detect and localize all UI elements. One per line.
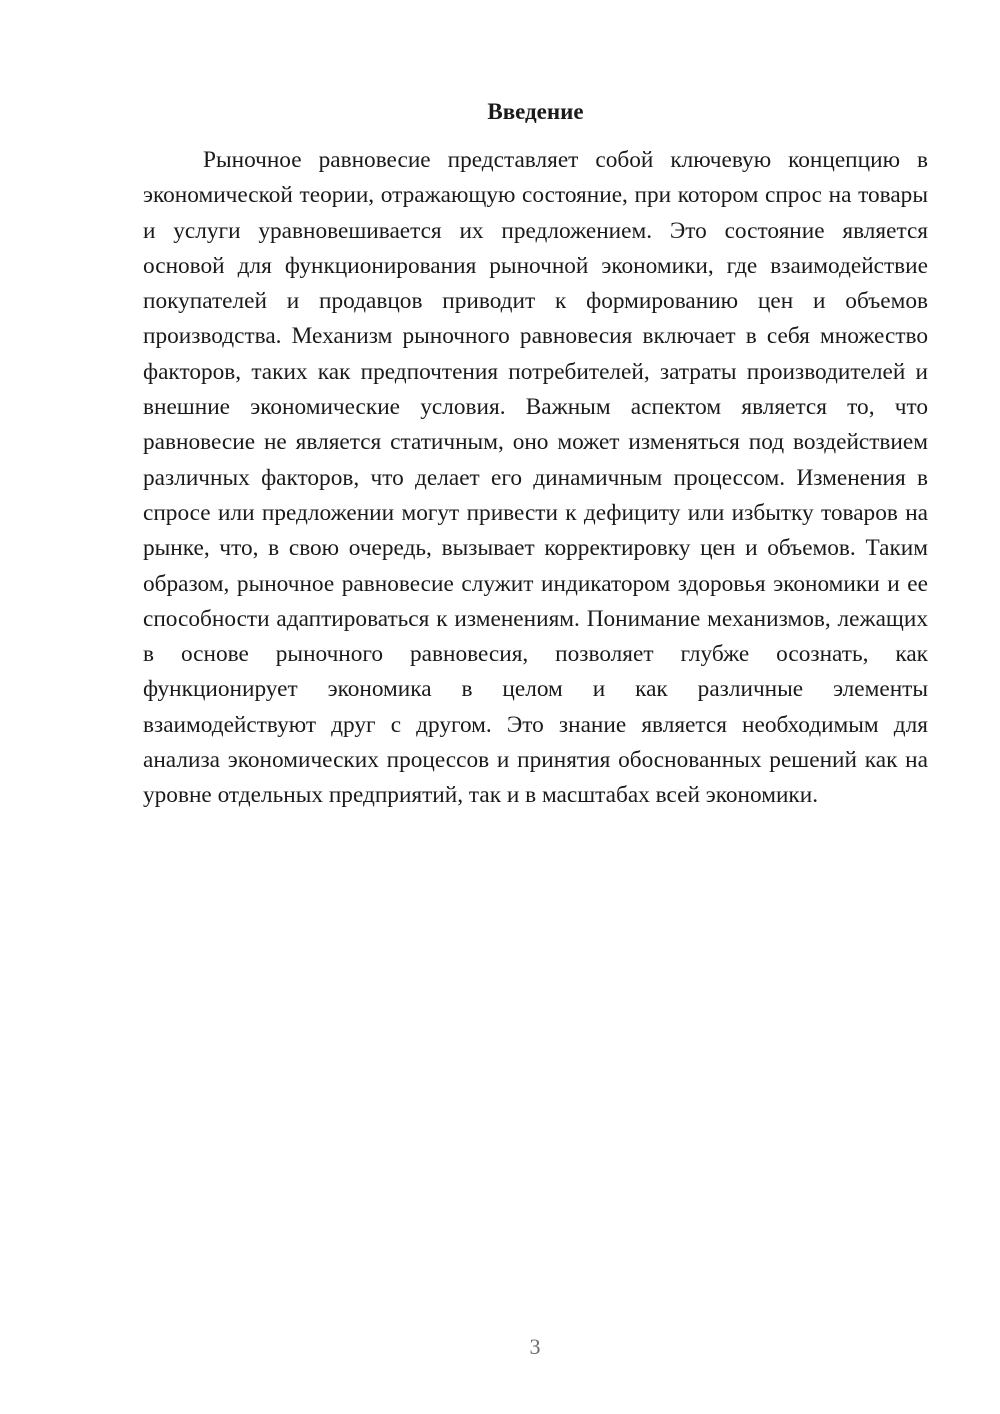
page-number: 3: [529, 1334, 541, 1359]
body-paragraph: Рыночное равновесие представляет собой ключевую концепцию в экономической теории, отражающую состояние, при котором спрос на товары и услуги уравновешивается их предложением. Это состояние является основой для функционирования рыночной экономики, где взаимодействие покупателей и продавцов приводит к формированию цен и объемов производства. Механизм рыночного равновесия включает в себя множество факторов, таких как предпочтения потребителей, затраты производителей и внешние экономические условия. Важным аспектом является то, что равновесие не является статичным, оно может изменяться под воздействием различных факторов, что делает его динамичным процессом. Изменения в спросе или предложении могут привести к дефициту или избытку товаров на рынке, что, в свою очередь, вызывает корректировку цен и объемов. Таким образом, рыночное равновесие служит индикатором здоровья экономики и ее способности адаптироваться к изменениям. Понимание механизмов, лежащих в основе рыночного равновесия, позволяет глубже осознать, как функционирует экономика в целом и как различные элементы взаимодействуют друг с другом. Это знание является необходимым для анализа экономических процессов и принятия обоснованных решений как на уровне отдельных предприятий, так и в масштабах всей экономики.: [143, 147, 928, 809]
section-heading: Введение: [487, 99, 584, 124]
